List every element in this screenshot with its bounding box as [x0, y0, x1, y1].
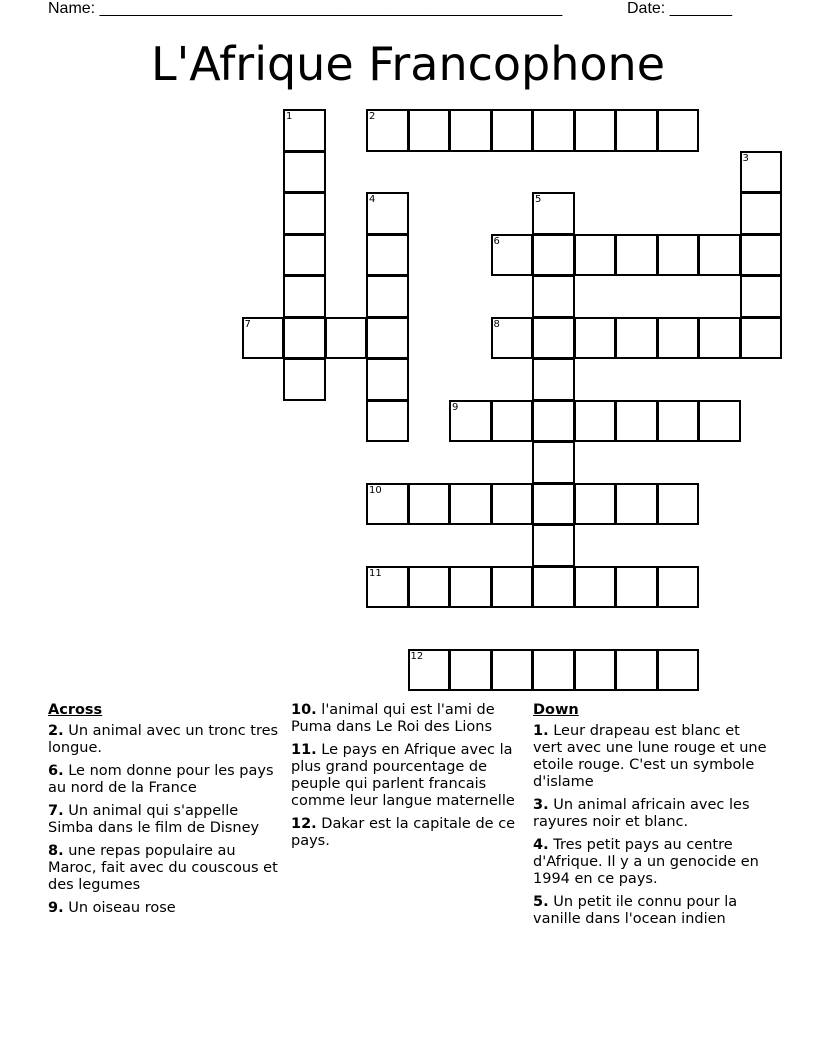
clue-text: Leur drapeau est blanc et vert avec une lune rouge et une etoile rouge. C'est un symbole d'islame	[533, 723, 767, 790]
grid-cell[interactable]	[657, 649, 700, 692]
clue-number: 5.	[533, 894, 549, 910]
across-clues-column	[48, 702, 283, 923]
grid-cell[interactable]	[449, 400, 492, 443]
grid-cell[interactable]	[366, 275, 409, 318]
grid-cell[interactable]	[366, 483, 409, 526]
clue-number: 2.	[48, 723, 64, 739]
grid-cell[interactable]	[491, 317, 534, 360]
grid-cell[interactable]	[366, 400, 409, 443]
down-clues-column	[533, 702, 769, 934]
clue-number: 6	[493, 235, 500, 247]
clue-item	[48, 803, 283, 837]
grid-cell[interactable]	[657, 234, 700, 277]
clue-number: 9.	[48, 900, 64, 916]
clue-number: 10	[369, 484, 382, 496]
grid-cell[interactable]	[491, 400, 534, 443]
grid-cell[interactable]	[740, 151, 783, 194]
clue-item	[48, 723, 283, 757]
clue-text: Dakar est la capitale de ce pays.	[291, 816, 516, 849]
clue-item	[48, 843, 283, 894]
grid-cell[interactable]	[698, 317, 741, 360]
grid-cell[interactable]	[657, 109, 700, 152]
grid-cell[interactable]	[532, 524, 575, 567]
clue-number: 10.	[291, 702, 317, 718]
clue-text: l'animal qui est l'ami de Puma dans Le Roi des Lions	[291, 702, 495, 735]
grid-cell[interactable]	[574, 317, 617, 360]
grid-cell[interactable]	[283, 317, 326, 360]
grid-cell[interactable]	[615, 109, 658, 152]
grid-cell[interactable]	[408, 566, 451, 609]
clue-item	[533, 837, 769, 888]
clue-number: 7	[244, 318, 251, 330]
grid-cell[interactable]	[366, 109, 409, 152]
grid-cell[interactable]	[657, 566, 700, 609]
clue-number: 12.	[291, 816, 317, 832]
grid-cell[interactable]	[449, 483, 492, 526]
grid-cell[interactable]	[532, 358, 575, 401]
grid-cell[interactable]	[283, 234, 326, 277]
grid-cell[interactable]	[491, 566, 534, 609]
grid-cell[interactable]	[615, 649, 658, 692]
grid-cell[interactable]	[283, 358, 326, 401]
grid-cell[interactable]	[532, 109, 575, 152]
date-field-label: Date: _______	[627, 0, 732, 17]
grid-cell[interactable]	[325, 317, 368, 360]
grid-cell[interactable]	[532, 192, 575, 235]
grid-cell[interactable]	[615, 317, 658, 360]
grid-cell[interactable]	[366, 234, 409, 277]
grid-cell[interactable]	[408, 649, 451, 692]
name-field-label: Name: ____________________________________________________	[48, 0, 563, 17]
grid-cell[interactable]	[615, 483, 658, 526]
clue-text: Un animal africain avec les rayures noir et blanc.	[533, 797, 750, 830]
clue-number: 11	[369, 567, 382, 579]
grid-cell[interactable]	[366, 192, 409, 235]
down-heading: Down	[533, 702, 579, 718]
grid-cell[interactable]	[491, 234, 534, 277]
clue-number: 4	[369, 194, 376, 205]
clue-number: 8	[493, 318, 500, 330]
grid-cell[interactable]	[532, 566, 575, 609]
grid-cell[interactable]	[740, 234, 783, 277]
grid-cell[interactable]	[532, 400, 575, 443]
clue-text: Un oiseau rose	[63, 900, 176, 916]
grid-cell[interactable]	[574, 109, 617, 152]
grid-cell[interactable]	[532, 441, 575, 484]
clue-text: Un animal qui s'appelle Simba dans le film de Disney	[48, 803, 260, 836]
grid-cell[interactable]	[491, 649, 534, 692]
grid-cell[interactable]	[532, 483, 575, 526]
grid-cell[interactable]	[532, 649, 575, 692]
grid-cell[interactable]	[740, 317, 783, 360]
clue-number: 11.	[291, 742, 317, 758]
grid-cell[interactable]	[283, 275, 326, 318]
grid-cell[interactable]	[366, 566, 409, 609]
clue-item	[533, 797, 769, 831]
grid-cell[interactable]	[408, 109, 451, 152]
clue-number: 1	[286, 111, 293, 122]
clue-item	[291, 742, 527, 810]
clue-number: 12	[410, 650, 424, 662]
grid-cell[interactable]	[283, 151, 326, 194]
grid-cell[interactable]	[449, 109, 492, 152]
grid-cell[interactable]	[449, 566, 492, 609]
grid-cell[interactable]	[574, 483, 617, 526]
grid-cell[interactable]	[449, 649, 492, 692]
grid-cell[interactable]	[532, 234, 575, 277]
grid-cell[interactable]	[532, 275, 575, 318]
grid-cell[interactable]	[740, 275, 783, 318]
clue-number: 4.	[533, 837, 549, 853]
grid-cell[interactable]	[698, 234, 741, 277]
grid-cell[interactable]	[242, 317, 285, 360]
clue-item	[291, 702, 527, 736]
grid-cell[interactable]	[491, 483, 534, 526]
grid-cell[interactable]	[283, 109, 326, 152]
clue-text: Le nom donne pour les pays au nord de la France	[48, 763, 274, 796]
clue-item	[533, 723, 769, 791]
grid-cell[interactable]	[698, 400, 741, 443]
grid-cell[interactable]	[574, 566, 617, 609]
clue-number: 2	[369, 111, 376, 122]
clue-item	[291, 816, 527, 850]
clue-text: Un animal avec un tronc tres longue.	[48, 723, 279, 756]
grid-cell[interactable]	[366, 358, 409, 401]
grid-cell[interactable]	[408, 483, 451, 526]
clue-text: une repas populaire au Maroc, fait avec du couscous et des legumes	[48, 843, 278, 893]
grid-cell[interactable]	[657, 400, 700, 443]
clue-text: Tres petit pays au centre d'Afrique. Il y a un genocide en 1994 en ce pays.	[533, 837, 759, 887]
clue-number: 9	[452, 401, 459, 413]
grid-cell[interactable]	[740, 192, 783, 235]
grid-cell[interactable]	[574, 400, 617, 443]
clue-number: 3.	[533, 797, 549, 813]
grid-cell[interactable]	[657, 317, 700, 360]
clue-item	[48, 763, 283, 797]
clue-item	[533, 894, 769, 928]
grid-cell[interactable]	[283, 192, 326, 235]
grid-cell[interactable]	[491, 109, 534, 152]
grid-cell[interactable]	[574, 234, 617, 277]
grid-cell[interactable]	[366, 317, 409, 360]
clue-number: 1.	[533, 723, 549, 739]
grid-cell[interactable]	[657, 483, 700, 526]
grid-cell[interactable]	[615, 234, 658, 277]
grid-cell[interactable]	[574, 649, 617, 692]
clue-item	[48, 900, 283, 917]
clue-number: 7.	[48, 803, 64, 819]
clue-text: Le pays en Afrique avec la plus grand pourcentage de peuple qui parlent francais comme leur langue maternelle	[291, 742, 515, 809]
clue-text: Un petit ile connu pour la vanille dans l'ocean indien	[533, 894, 738, 927]
grid-cell[interactable]	[615, 400, 658, 443]
clue-number: 6.	[48, 763, 64, 779]
clue-number: 3	[742, 152, 749, 164]
across-clues-column-continued	[291, 702, 527, 856]
clue-number: 8.	[48, 843, 64, 859]
page-title: L'Afrique Francophone	[150, 37, 666, 91]
clue-number: 5	[535, 194, 542, 205]
grid-cell[interactable]	[615, 566, 658, 609]
grid-cell[interactable]	[532, 317, 575, 360]
across-heading: Across	[48, 702, 103, 718]
